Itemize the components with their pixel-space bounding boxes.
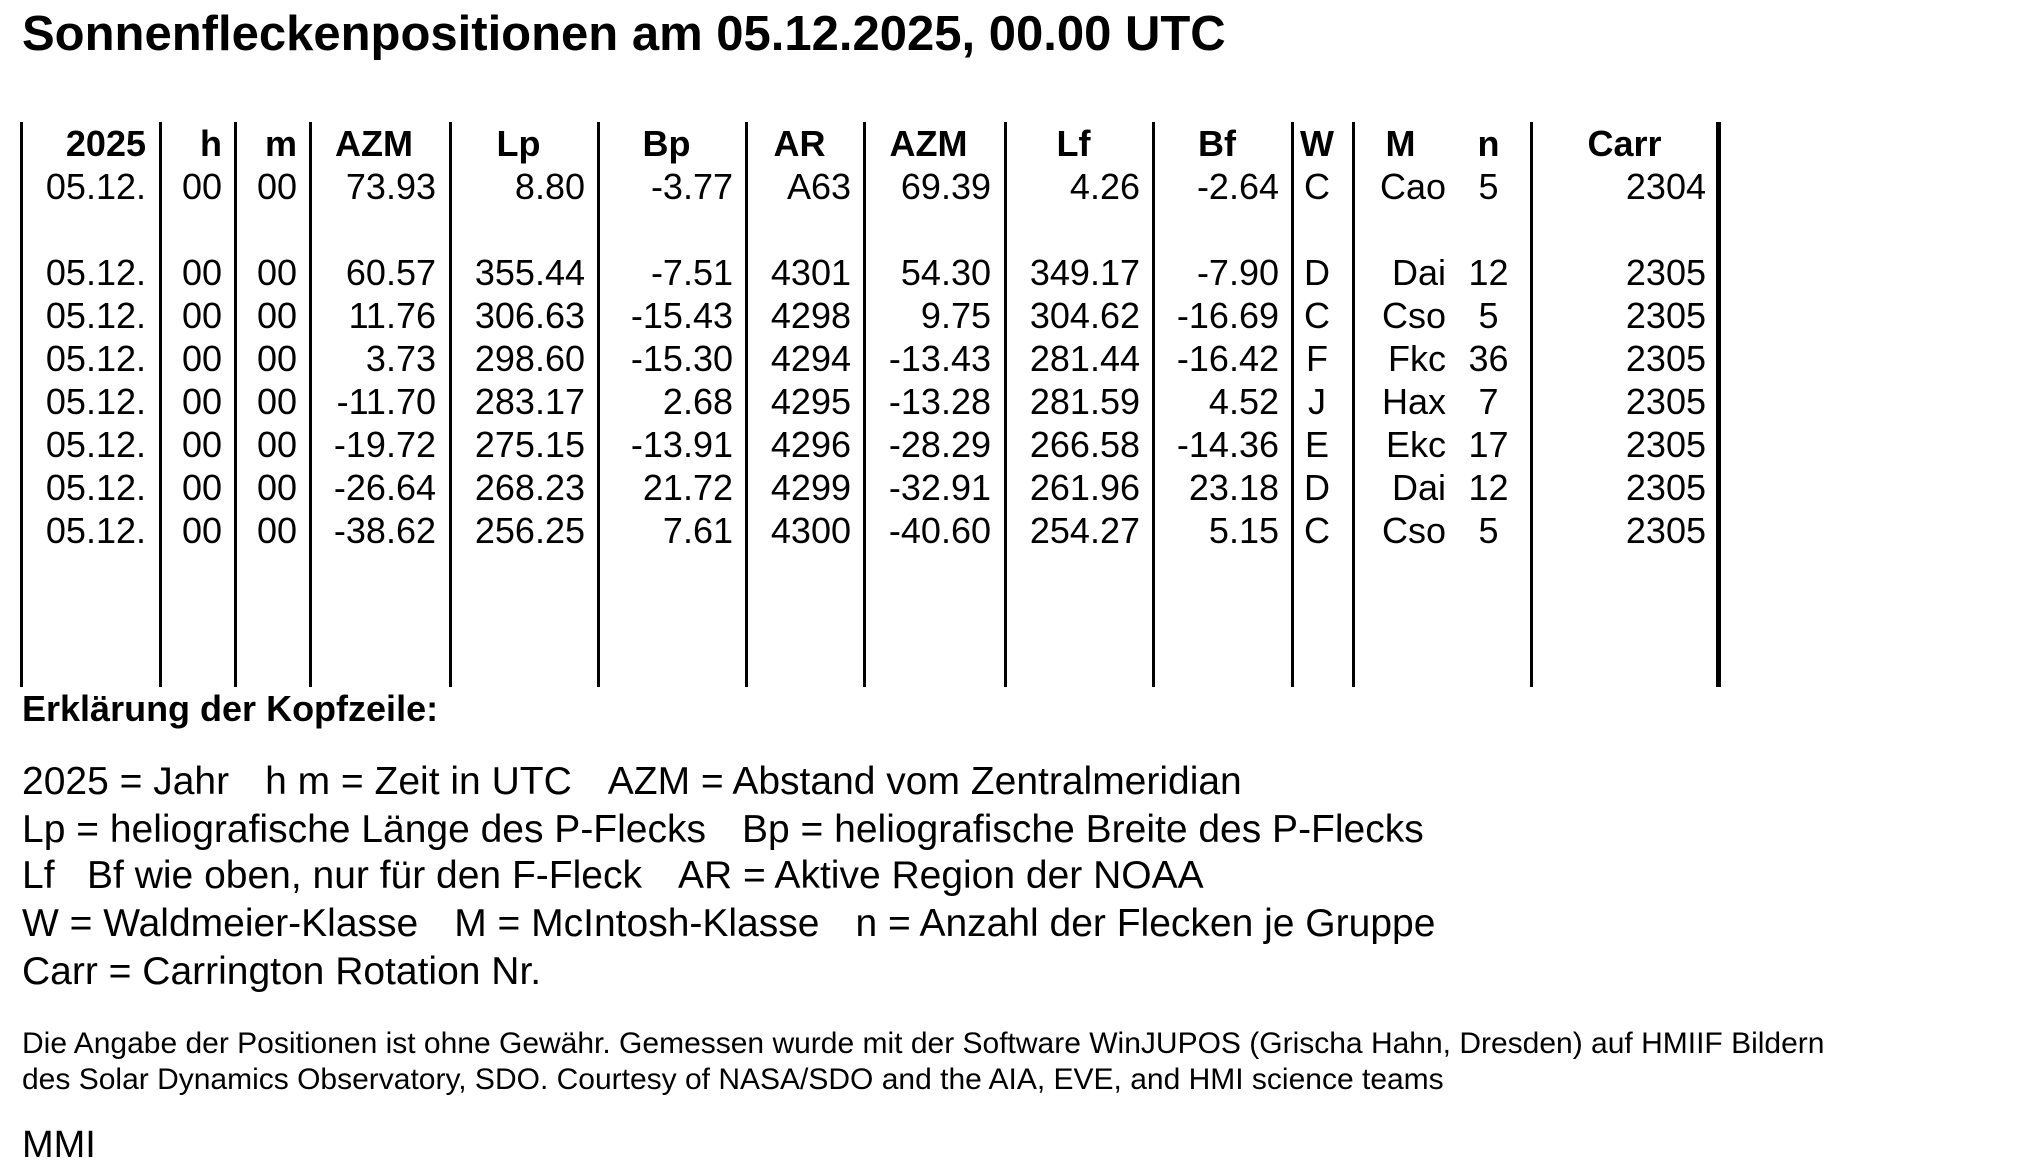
table-cell: C <box>1304 166 1330 207</box>
table-cell: 349.17 <box>1029 252 1140 293</box>
table-cell: -13.43 <box>888 338 991 379</box>
table-cell: 00 <box>181 510 222 551</box>
legend-line <box>22 902 1471 946</box>
table-cell: 4.26 <box>1069 166 1140 207</box>
column-header: AZM <box>889 123 968 164</box>
table-cell: J <box>1308 381 1326 422</box>
table-cell: -7.51 <box>650 252 733 293</box>
table-cell: -7.90 <box>1196 252 1279 293</box>
table-cell: 00 <box>256 252 297 293</box>
note-line-2: des Solar Dynamics Observatory, SDO. Courtesy of NASA/SDO and the AIA, EVE, and HMI science teams <box>22 1063 1444 1096</box>
table-cell: -32.91 <box>888 467 991 508</box>
table-cell: 2305 <box>1625 467 1706 508</box>
table-cell: 8.80 <box>514 166 585 207</box>
table-cell: -40.60 <box>888 510 991 551</box>
table-cell: 9.75 <box>920 295 991 336</box>
table-cell: 60.57 <box>345 252 436 293</box>
legend-line <box>22 760 1278 804</box>
table-cell: 00 <box>181 424 222 465</box>
table-cell: D <box>1304 252 1330 293</box>
table-cell: Cso <box>1381 510 1446 551</box>
table-cell: 4300 <box>770 510 851 551</box>
table-cell: 2304 <box>1625 166 1706 207</box>
legend-entry: Lp = heliografische Länge des P-Flecks <box>22 808 706 851</box>
table-cell: C <box>1304 510 1330 551</box>
table-cell: 261.96 <box>1029 467 1140 508</box>
column-header: Carr <box>1587 123 1662 164</box>
table-cell: 5 <box>1478 510 1499 551</box>
table-cell: 00 <box>181 166 222 207</box>
table-cell: 54.30 <box>900 252 991 293</box>
table-cell: 2305 <box>1625 424 1706 465</box>
table-cell: 256.25 <box>474 510 585 551</box>
table-cell: Fkc <box>1388 338 1446 379</box>
column-header: M <box>1385 123 1416 164</box>
table-cell: 2305 <box>1625 381 1706 422</box>
table-cell: 4298 <box>770 295 851 336</box>
table-cell: Cso <box>1381 295 1446 336</box>
table-cell: 281.44 <box>1029 338 1140 379</box>
note-line-1: Die Angabe der Positionen ist ohne Gewähr. Gemessen wurde mit der Software WinJUPOS (Grischa Hahn, Dresden) auf HMIIF Bildern <box>22 1027 1825 1060</box>
table-cell: 2305 <box>1625 338 1706 379</box>
table-cell: -13.28 <box>888 381 991 422</box>
table-cell: -15.43 <box>630 295 733 336</box>
column-header: Lp <box>496 123 541 164</box>
page-title: Sonnenfleckenpositionen am 05.12.2025, 00.00 UTC <box>22 7 1226 61</box>
legend-line <box>22 808 1460 852</box>
table-cell: 69.39 <box>900 166 991 207</box>
table-cell: -16.42 <box>1176 338 1279 379</box>
table-cell: Dai <box>1391 467 1446 508</box>
table-cell: 2305 <box>1625 295 1706 336</box>
table-cell: 17 <box>1468 424 1509 465</box>
table-cell: 4.52 <box>1208 381 1279 422</box>
column-header: AR <box>773 123 826 164</box>
table-cell: 12 <box>1468 252 1509 293</box>
table-cell: 298.60 <box>474 338 585 379</box>
table-cell: 00 <box>256 510 297 551</box>
table-cell: 11.76 <box>348 295 436 336</box>
table-cell: 05.12. <box>45 295 146 336</box>
table-cell: -11.70 <box>336 381 436 422</box>
table-cell: F <box>1306 338 1328 379</box>
column-header: W <box>1300 123 1334 164</box>
table-cell: 23.18 <box>1188 467 1279 508</box>
table-cell: 304.62 <box>1029 295 1140 336</box>
table-cell: 4294 <box>770 338 851 379</box>
table-cell: -15.30 <box>630 338 733 379</box>
table-cell: 21.72 <box>642 467 733 508</box>
table-cell: 00 <box>181 295 222 336</box>
legend-entry: AR = Aktive Region der NOAA <box>677 854 1204 897</box>
table-cell: C <box>1304 295 1330 336</box>
table-cell: 266.58 <box>1029 424 1140 465</box>
table-cell: -16.69 <box>1176 295 1279 336</box>
column-header: AZM <box>335 123 413 164</box>
table-cell: 12 <box>1468 467 1509 508</box>
table-cell: 2305 <box>1625 252 1706 293</box>
table-cell: 05.12. <box>45 381 146 422</box>
legend-entry: W = Waldmeier-Klasse <box>22 902 419 945</box>
table-cell: 73.93 <box>345 166 436 207</box>
table-cell: 00 <box>256 295 297 336</box>
table-cell: 5 <box>1478 166 1499 207</box>
table-cell: 7.61 <box>662 510 733 551</box>
column-header: Bf <box>1198 123 1236 164</box>
legend-title: Erklärung der Kopfzeile: <box>22 688 439 729</box>
table-cell: 306.63 <box>474 295 585 336</box>
signature: MMI <box>22 1124 96 1166</box>
legend-line <box>22 854 1240 898</box>
legend-entry: Bp = heliografische Breite des P-Flecks <box>742 808 1424 851</box>
table-cell: E <box>1304 424 1329 465</box>
table-cell: 5 <box>1478 295 1499 336</box>
table-cell: 05.12. <box>45 510 146 551</box>
column-header: h <box>200 123 222 164</box>
table-cell: 05.12. <box>45 166 146 207</box>
table-cell: 254.27 <box>1029 510 1140 551</box>
table-cell: -2.64 <box>1196 166 1279 207</box>
table-cell: 7 <box>1478 381 1499 422</box>
column-header: m <box>264 123 297 164</box>
table-cell: 5.15 <box>1208 510 1279 551</box>
table-cell: D <box>1304 467 1330 508</box>
legend-entry: h m = Zeit in UTC <box>265 760 572 803</box>
table-cell: 00 <box>256 166 297 207</box>
table-cell: A63 <box>786 166 851 207</box>
table-cell: -26.64 <box>333 467 436 508</box>
legend-entry: n = Anzahl der Flecken je Gruppe <box>855 902 1436 945</box>
table-cell: Cao <box>1379 166 1446 207</box>
table-cell: Dai <box>1391 252 1446 293</box>
table-cell: 00 <box>181 252 222 293</box>
table-cell: 355.44 <box>474 252 585 293</box>
table-cell: 00 <box>181 467 222 508</box>
table-cell: 00 <box>256 467 297 508</box>
column-header: Bp <box>642 123 691 164</box>
legend-line <box>22 950 577 994</box>
table-cell: -38.62 <box>333 510 436 551</box>
column-header: 2025 <box>65 123 146 164</box>
table-cell: 05.12. <box>45 338 146 379</box>
table-cell: 00 <box>181 338 222 379</box>
table-cell: 2.68 <box>662 381 733 422</box>
table-cell: 283.17 <box>474 381 585 422</box>
table-cell: Ekc <box>1385 424 1446 465</box>
legend-entry: Carr = Carrington Rotation Nr. <box>22 950 542 993</box>
legend-entry: Lf Bf wie oben, nur für den F-Fleck <box>22 854 642 897</box>
table-cell: -13.91 <box>630 424 733 465</box>
table-cell: 3.73 <box>365 338 436 379</box>
table-cell: 275.15 <box>474 424 585 465</box>
column-header: Lf <box>1056 123 1091 164</box>
table-cell: -14.36 <box>1176 424 1279 465</box>
table-cell: 268.23 <box>474 467 585 508</box>
table-cell: 4301 <box>770 252 851 293</box>
table-cell: 00 <box>256 338 297 379</box>
table-cell: 2305 <box>1625 510 1706 551</box>
table-cell: -3.77 <box>650 166 733 207</box>
table-cell: 36 <box>1468 338 1509 379</box>
table-cell: 4296 <box>770 424 851 465</box>
table-cell: 05.12. <box>45 252 146 293</box>
table-cell: 05.12. <box>45 424 146 465</box>
table-cell: 00 <box>181 381 222 422</box>
table-cell: 00 <box>256 381 297 422</box>
legend-entry: 2025 = Jahr <box>22 760 230 803</box>
column-divider <box>1716 122 1721 687</box>
table-cell: -28.29 <box>888 424 991 465</box>
table-cell: Hax <box>1381 381 1446 422</box>
table-cell: 281.59 <box>1029 381 1140 422</box>
legend-entry: AZM = Abstand vom Zentralmeridian <box>607 760 1242 803</box>
legend-entry: M = McIntosh-Klasse <box>454 902 820 945</box>
table-cell: 00 <box>256 424 297 465</box>
table-cell: 4299 <box>770 467 851 508</box>
table-cell: 4295 <box>770 381 851 422</box>
table-cell: 05.12. <box>45 467 146 508</box>
table-cell: -19.72 <box>333 424 436 465</box>
column-header: n <box>1477 123 1500 164</box>
